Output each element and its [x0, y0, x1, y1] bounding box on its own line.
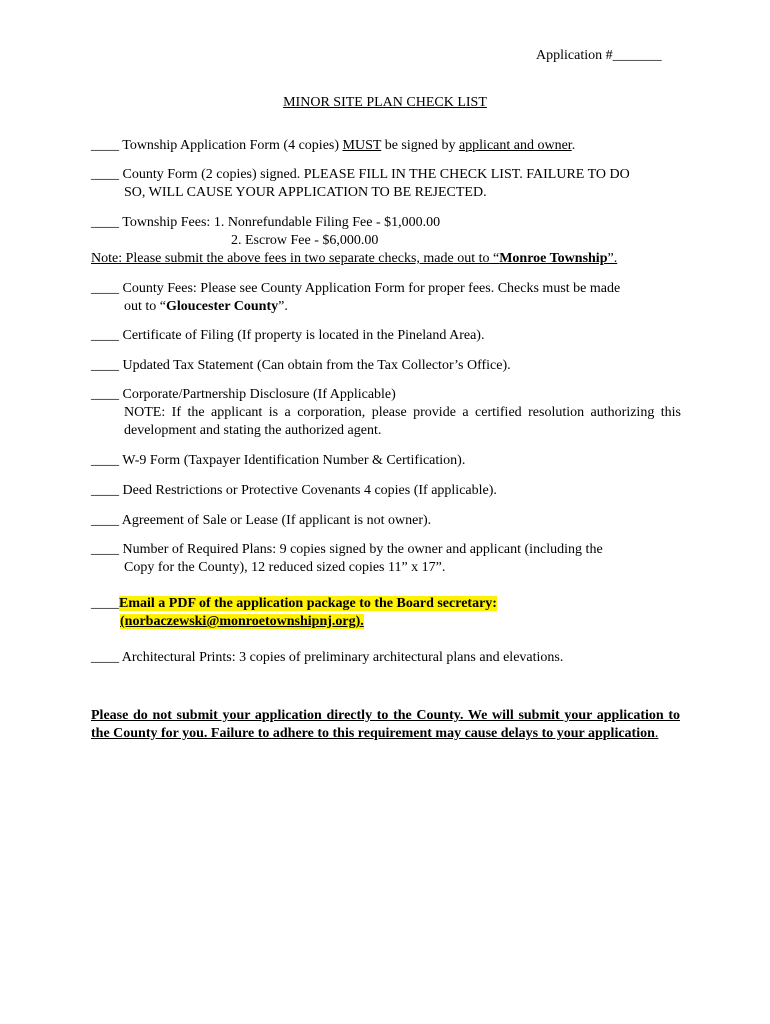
item-line: [91, 298, 681, 316]
payee-name: Gloucester County: [166, 299, 279, 314]
note-text: ”.: [607, 251, 618, 266]
warning-end: .: [654, 726, 659, 741]
disclosure-note: NOTE: If the applicant is a corporation, please provide a certified resolution authorizing this development and stating the authorized agent.: [124, 405, 681, 438]
item-text: ”.: [278, 299, 288, 314]
item-township-form: [91, 137, 681, 155]
application-number: Application #_______: [536, 48, 662, 63]
item-text: be signed by: [381, 138, 459, 153]
blank-line: ____: [91, 138, 119, 153]
item-deed: ____ Deed Restrictions or Protective Covenants 4 copies (If applicable).: [91, 483, 497, 498]
warning-text: Please do not submit your application directly to the County. We will submit your application to the County for you. Failure to adhere to this requirement may cause delays to your application: [91, 708, 680, 741]
item-plans: [91, 541, 681, 577]
item-line: ____ Township Fees: 1. Nonrefundable Filing Fee - $1,000.00: [91, 215, 441, 230]
item-email: [91, 595, 681, 631]
must-emphasis: MUST: [342, 138, 382, 153]
item-agreement: ____ Agreement of Sale or Lease (If applicant is not owner).: [91, 513, 432, 528]
item-county-fees: [91, 280, 681, 316]
blank-line: ____: [91, 596, 119, 611]
item-text: Township Application Form (4 copies): [119, 138, 343, 153]
item-line: ____ County Form (2 copies) signed. PLEASE FILL IN THE CHECK LIST. FAILURE TO DO: [91, 167, 630, 182]
payee-name: Monroe Township: [499, 251, 608, 266]
item-tax-statement: ____ Updated Tax Statement (Can obtain from the Tax Collector’s Office).: [91, 358, 511, 373]
item-line: ____ Number of Required Plans: 9 copies signed by the owner and applicant (including the: [91, 542, 603, 557]
item-line: ____ Corporate/Partnership Disclosure (If Applicable): [91, 387, 396, 402]
item-township-fees: [91, 214, 681, 250]
item-text: out to “: [124, 299, 166, 314]
item-line: 2. Escrow Fee - $6,000.00: [231, 233, 379, 248]
fees-note: [91, 250, 681, 268]
item-architectural: ____ Architectural Prints: 3 copies of preliminary architectural plans and elevations.: [91, 650, 564, 665]
email-address-link[interactable]: (norbaczewski@monroetownshipnj.org).: [120, 614, 364, 629]
item-line: SO, WILL CAUSE YOUR APPLICATION TO BE REJECTED.: [124, 185, 487, 200]
item-county-form: [91, 166, 681, 202]
item-certificate: ____ Certificate of Filing (If property is located in the Pineland Area).: [91, 328, 485, 343]
email-instruction: Email a PDF of the application package to the Board secretary:: [119, 596, 497, 611]
item-disclosure: [91, 386, 681, 440]
item-w9: ____ W-9 Form (Taxpayer Identification Number & Certification).: [91, 453, 466, 468]
item-text: .: [571, 138, 576, 153]
note-text: Note: Please submit the above fees in two separate checks, made out to “: [91, 251, 500, 266]
footer-warning: [91, 707, 680, 743]
signer-emphasis: applicant and owner: [458, 138, 572, 153]
item-line: ____ County Fees: Please see County Application Form for proper fees. Checks must be made: [91, 281, 621, 296]
page-title: MINOR SITE PLAN CHECK LIST: [283, 95, 487, 110]
item-line: Copy for the County), 12 reduced sized copies 11” x 17”.: [124, 560, 446, 575]
